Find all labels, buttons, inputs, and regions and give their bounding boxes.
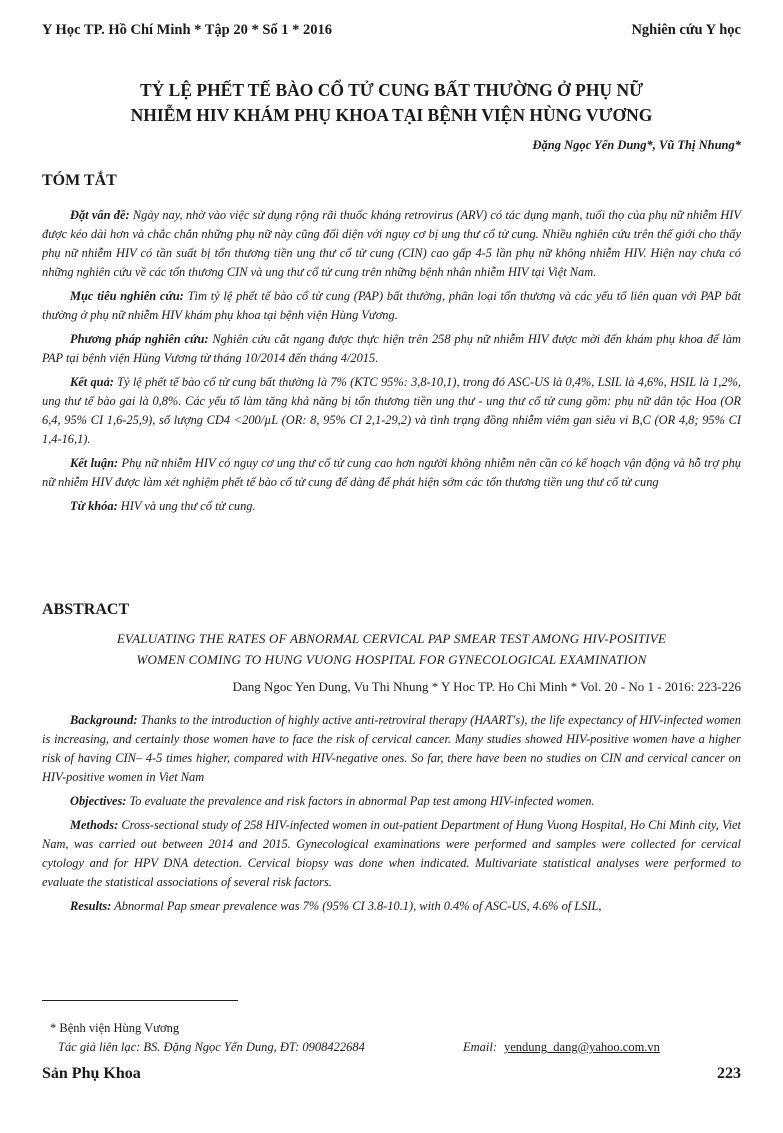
tom-tat-paragraph <box>42 287 741 325</box>
paragraph-label: Kết luận: <box>70 456 119 470</box>
english-title <box>40 628 743 670</box>
tom-tat-paragraph <box>42 206 741 282</box>
paragraph-label: Phương pháp nghiên cứu: <box>70 332 209 346</box>
paragraph-label: Background: <box>70 713 138 727</box>
footnote-divider <box>42 1000 238 1001</box>
paragraph-label: Objectives: <box>70 794 127 808</box>
section-header: Nghiên cứu Y học <box>631 22 741 38</box>
paragraph-text: Abnormal Pap smear prevalence was 7% (95% CI 3.8-10.1), with 0.4% of ASC-US, 4.6% of LSIL, <box>111 899 602 913</box>
footer-section: Sản Phụ Khoa <box>42 1065 141 1082</box>
page-number: 223 <box>717 1065 741 1082</box>
paragraph-label: Đặt vấn đề: <box>70 208 130 222</box>
abstract-body <box>42 711 741 921</box>
article-title <box>40 78 743 128</box>
tom-tat-heading: TÓM TẮT <box>42 172 117 189</box>
paragraph-label: Kết quả: <box>70 375 114 389</box>
paragraph-text: To evaluate the prevalence and risk factors in abnormal Pap test among HIV-infected women. <box>126 794 595 808</box>
journal-header: Y Học TP. Hồ Chí Minh * Tập 20 * Số 1 * 2016 <box>42 22 333 38</box>
paragraph-text: Phụ nữ nhiễm HIV có nguy cơ ung thư cổ tử cung cao hơn người không nhiễm nên cần có kế hoạch vận động và hỗ trợ phụ nữ nhiễm HIV được làm xét nghiệm phết tế bào cổ tử cung để dàng để phát hiện sớm các tổn thương tiền ung thư cổ tử cung <box>42 456 741 489</box>
paragraph-label: Từ khóa: <box>70 499 118 513</box>
abstract-paragraph <box>42 897 741 916</box>
email-label: Email: <box>463 1040 498 1054</box>
authors: Đặng Ngọc Yến Dung*, Vũ Thị Nhung* <box>532 138 741 152</box>
paragraph-label: Mục tiêu nghiên cứu: <box>70 289 184 303</box>
abstract-paragraph <box>42 711 741 787</box>
tom-tat-paragraph <box>42 454 741 492</box>
tom-tat-paragraph <box>42 330 741 368</box>
tom-tat-paragraph <box>42 373 741 449</box>
footnote-affiliation: * Bệnh viện Hùng Vương <box>50 1021 180 1035</box>
running-header <box>42 22 741 44</box>
tom-tat-paragraph <box>42 497 741 516</box>
english-title-line-2: WOMEN COMING TO HUNG VUONG HOSPITAL FOR GYNECOLOGICAL EXAMINATION <box>136 652 647 667</box>
abstract-heading: ABSTRACT <box>42 601 130 618</box>
paragraph-text: Cross-sectional study of 258 HIV-infected women in out-patient Department of Hung Vuong Hospital, Ho Chi Minh city, Viet Nam, was carried out between 2014 and 2015. Gynecological examinations were performed and samples were collected for cervical cytology and for HPV DNA detection. Cervical biopsy was done when indicated. Multivariate statistical analyses were performed to evaluate the statistical associations of several risk factors. <box>42 818 741 889</box>
paragraph-label: Methods: <box>70 818 119 832</box>
paragraph-text: Tìm tỷ lệ phết tế bào cổ tử cung (PAP) bất thường, phân loại tổn thương và các yếu tố liên quan với PAP bất thường ở phụ nữ nhiễm HIV khám phụ khoa tại bệnh viện Hùng Vương. <box>42 289 741 322</box>
tom-tat-body <box>42 206 741 521</box>
paragraph-text: Thanks to the introduction of highly active anti-retroviral therapy (HAART's), the life expectancy of HIV-infected women is increasing, and certainly those women have to face the risk of cervical cancer. Many studies showed HIV-positive women have a higher risk of having CIN– 4-5 times higher, compared with HIV-negative ones. So far, there have been no studies on CIN and cervical cancer on HIV-positive women in Viet Nam <box>42 713 741 784</box>
contact-text: Tác giả liên lạc: BS. Đặng Ngọc Yến Dung, ĐT: 0908422684 <box>58 1040 365 1054</box>
english-title-line-1: EVALUATING THE RATES OF ABNORMAL CERVICAL PAP SMEAR TEST AMONG HIV-POSITIVE <box>116 631 667 646</box>
abstract-paragraph <box>42 816 741 892</box>
paragraph-label: Results: <box>70 899 112 913</box>
paragraph-text: Nghiên cứu cắt ngang được thực hiện trên 258 phụ nữ nhiễm HIV được mời đến khám phụ khoa để làm PAP tại bệnh viện Hùng Vương từ tháng 10/2014 đến tháng 4/2015. <box>42 332 741 365</box>
abstract-paragraph <box>42 792 741 811</box>
citation: Dang Ngoc Yen Dung, Vu Thi Nhung * Y Hoc TP. Ho Chi Minh * Vol. 20 - No 1 - 2016: 223-226 <box>232 679 741 694</box>
running-footer <box>42 1065 741 1083</box>
paragraph-text: HIV và ung thư cổ tử cung. <box>117 499 256 513</box>
footnote-contact <box>58 1040 708 1055</box>
title-line-1: TỶ LỆ PHẾT TẾ BÀO CỔ TỬ CUNG BẤT THƯỜNG Ở PHỤ NỮ <box>139 80 644 100</box>
title-line-2: NHIỄM HIV KHÁM PHỤ KHOA TẠI BỆNH VIỆN HÙNG VƯƠNG <box>130 105 653 125</box>
paragraph-text: Ngày nay, nhờ vào việc sử dụng rộng rãi thuốc kháng retrovirus (ARV) có tác dụng mạnh, tuổi thọ của phụ nữ nhiễm HIV được kéo dài hơn và chắc chắn những phụ nữ này cũng đối diện với nguy cơ bị ung thư cổ tử cung. Nhiều nghiên cứu trên thế giới cho thấy phụ nữ nhiễm HIV có tần suất bị tổn thương tiền ung thư cổ tử cung (CIN) cao gấp 4-5 lần phụ nữ không nhiễm HIV. Hiện nay chưa có những nghiên cứu về các tổn thương CIN và ung thư cổ tử cung trên những bệnh nhân nhiễm HIV tại Việt Nam. <box>42 208 741 279</box>
paragraph-text: Tỷ lệ phết tế bào cổ tử cung bất thường là 7% (KTC 95%: 3,8-10,1), trong đó ASC-US là 0,4%, LSIL là 4,6%, HSIL là 1,2%, ung thư tế bào gai là 0,8%. Các yếu tố làm tăng khả năng bị tổn thương tiền ung thư - ung thư cổ tử cung gồm: phụ nữ dân tộc Hoa (OR 6,4, 95% CI 1,6-25,9), số lượng CD4 <200/µL (OR: 8, 95% CI 2,1-29,2) và tình trạng đồng nhiễm viêm gan siêu vi B,C (OR 4,8; 95% CI 1,4-16,1). <box>42 375 741 446</box>
email-link[interactable]: yendung_dang@yahoo.com.vn <box>504 1040 660 1054</box>
